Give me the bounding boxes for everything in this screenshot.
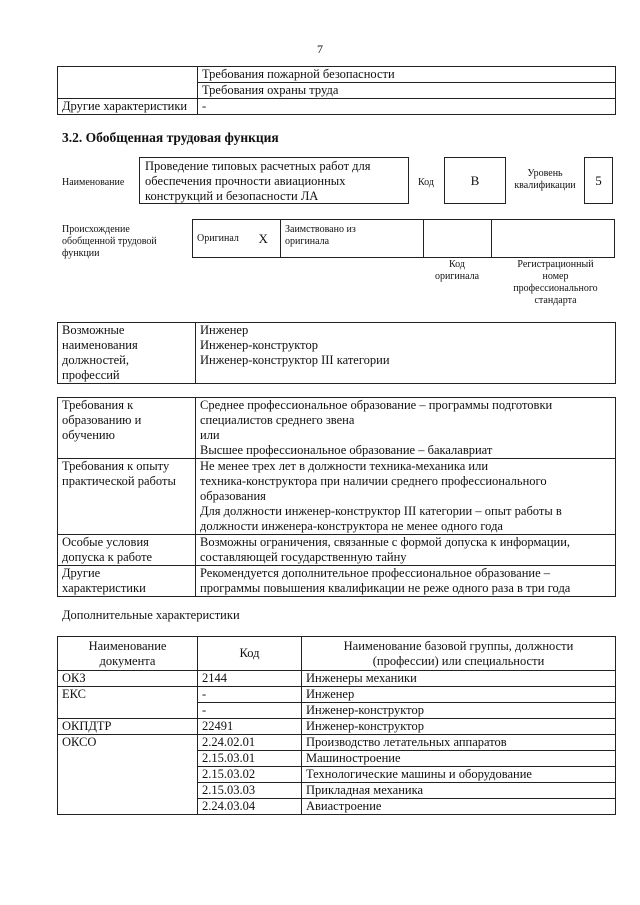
top-row-label bbox=[58, 67, 198, 99]
req-value-line: Не менее трех лет в должности техника-механика или bbox=[200, 459, 489, 473]
name-cell: Инженер-конструктор bbox=[302, 719, 616, 735]
req-label-line: обучению bbox=[62, 428, 115, 442]
borrowed-label-line: Заимствовано из bbox=[285, 224, 356, 235]
origin-label-line: Происхождение bbox=[62, 224, 130, 235]
code-label: Код bbox=[418, 177, 434, 188]
name-cell: Инженер-конструктор bbox=[302, 703, 616, 719]
code-cell: 2144 bbox=[198, 671, 302, 687]
position-item: Инженер-конструктор III категории bbox=[200, 353, 390, 367]
header-line: Код bbox=[239, 646, 260, 660]
origin-table bbox=[192, 219, 615, 258]
requirement-label bbox=[58, 535, 196, 566]
positions-values bbox=[196, 323, 616, 384]
requirement-value bbox=[196, 566, 616, 597]
header-code bbox=[198, 637, 302, 671]
doc-cell: ОКСО bbox=[58, 735, 198, 815]
table-row bbox=[58, 535, 616, 566]
table-row bbox=[58, 99, 616, 115]
doc-cell: ЕКС bbox=[58, 687, 198, 719]
top-row-value: Требования охраны труда bbox=[198, 83, 616, 99]
table-row bbox=[58, 323, 616, 384]
req-value-line: Высшее профессиональное образование – бакалавриат bbox=[200, 443, 493, 457]
header-document bbox=[58, 637, 198, 671]
function-name-box bbox=[139, 157, 409, 204]
requirement-value bbox=[196, 459, 616, 535]
code-value: B bbox=[470, 173, 480, 188]
positions-label-line: должностей, bbox=[62, 353, 129, 367]
req-value-line: или bbox=[200, 428, 220, 442]
req-label-line: Требования к bbox=[62, 398, 134, 412]
header-line: (профессии) или специальности bbox=[372, 653, 545, 668]
name-cell: Инженеры механики bbox=[302, 671, 616, 687]
req-value-line: составляющей государственную тайну bbox=[200, 550, 407, 564]
requirement-value bbox=[196, 398, 616, 459]
doc-cell: ОКЗ bbox=[58, 671, 198, 687]
name-cell: Машиностроение bbox=[302, 751, 616, 767]
borrowed-label-line: оригинала bbox=[285, 236, 330, 247]
req-value-line: программы повышения квалификации не реже одного раза в три года bbox=[200, 581, 571, 595]
req-value-line: образования bbox=[200, 489, 266, 503]
position-item: Инженер-конструктор bbox=[200, 338, 318, 352]
table-row bbox=[193, 220, 615, 258]
function-name-line: Проведение типовых расчетных работ для bbox=[145, 159, 371, 173]
requirement-label bbox=[58, 459, 196, 535]
code-cell: - bbox=[198, 687, 302, 703]
original-mark: X bbox=[255, 220, 281, 258]
code-original-cell bbox=[424, 220, 492, 258]
section-title: 3.2. Обобщенная трудовая функция bbox=[62, 130, 279, 145]
header-group-name bbox=[302, 637, 616, 671]
header-line: Наименование bbox=[88, 638, 167, 653]
code-cell: - bbox=[198, 703, 302, 719]
borrowed-label bbox=[281, 220, 424, 258]
requirement-label bbox=[58, 566, 196, 597]
code-cell: 2.24.03.04 bbox=[198, 799, 302, 815]
caption-line: профессионального bbox=[513, 283, 598, 294]
requirements-table bbox=[57, 397, 616, 597]
top-row-value: - bbox=[198, 99, 616, 115]
name-cell: Прикладная механика bbox=[302, 783, 616, 799]
positions-table bbox=[57, 322, 616, 384]
code-original-caption bbox=[423, 259, 491, 283]
req-label-line: Требования к опыту bbox=[62, 459, 170, 473]
req-label-line: Особые условия bbox=[62, 535, 149, 549]
code-value-box bbox=[444, 157, 506, 204]
positions-label-line: Возможные bbox=[62, 323, 125, 337]
top-row-label: Другие характеристики bbox=[58, 99, 198, 115]
code-cell: 2.24.02.01 bbox=[198, 735, 302, 751]
requirement-value bbox=[196, 535, 616, 566]
table-header-row bbox=[58, 637, 616, 671]
caption-line: Регистрационный bbox=[517, 259, 594, 270]
req-value-line: Среднее профессиональное образование – программы подготовки bbox=[200, 398, 553, 412]
req-value-line: техника-конструктора при наличии среднего профессионального bbox=[200, 474, 547, 488]
positions-label bbox=[58, 323, 196, 384]
name-cell: Технологические машины и оборудование bbox=[302, 767, 616, 783]
table-row bbox=[58, 735, 616, 751]
req-value-line: должности инженера-конструктора не менее одного года bbox=[200, 519, 503, 533]
table-row bbox=[58, 67, 616, 83]
req-label-line: допуска к работе bbox=[62, 550, 153, 564]
level-value-box bbox=[584, 157, 613, 204]
req-label-line: образованию и bbox=[62, 413, 142, 427]
requirement-label bbox=[58, 398, 196, 459]
origin-label bbox=[62, 224, 157, 260]
position-item: Инженер bbox=[200, 323, 249, 337]
caption-line: номер bbox=[542, 271, 569, 282]
level-value: 5 bbox=[595, 173, 602, 188]
name-cell: Авиастроение bbox=[302, 799, 616, 815]
header-line: Наименование базовой группы, должности bbox=[343, 638, 574, 653]
level-label-line: Уровень bbox=[527, 168, 563, 179]
table-row bbox=[58, 671, 616, 687]
additional-title: Дополнительные характеристики bbox=[62, 608, 240, 622]
caption-line: Код bbox=[449, 259, 465, 270]
table-row bbox=[58, 719, 616, 735]
origin-label-line: функции bbox=[62, 248, 100, 259]
doc-cell: ОКПДТР bbox=[58, 719, 198, 735]
code-cell: 2.15.03.01 bbox=[198, 751, 302, 767]
table-row bbox=[58, 459, 616, 535]
function-name-line: обеспечения прочности авиационных bbox=[145, 174, 346, 188]
req-value-line: Рекомендуется дополнительное профессиональное образование – bbox=[200, 566, 551, 580]
positions-label-line: наименования bbox=[62, 338, 138, 352]
function-name-line: конструкций и безопасности ЛА bbox=[145, 189, 319, 203]
name-cell: Производство летательных аппаратов bbox=[302, 735, 616, 751]
level-label bbox=[508, 168, 582, 192]
table-row bbox=[58, 687, 616, 703]
origin-label-line: обобщенной трудовой bbox=[62, 236, 157, 247]
header-line: документа bbox=[99, 653, 156, 668]
req-value-line: специалистов среднего звена bbox=[200, 413, 355, 427]
name-cell: Инженер bbox=[302, 687, 616, 703]
req-label-line: Другие bbox=[62, 566, 101, 580]
page-number: 7 bbox=[317, 42, 323, 56]
positions-label-line: профессий bbox=[62, 368, 120, 382]
reg-number-caption bbox=[494, 259, 617, 307]
req-label-line: характеристики bbox=[62, 581, 146, 595]
name-label: Наименование bbox=[62, 177, 125, 188]
code-cell: 2.15.03.03 bbox=[198, 783, 302, 799]
caption-line: оригинала bbox=[434, 271, 480, 282]
additional-table bbox=[57, 636, 616, 815]
req-label-line: практической работы bbox=[62, 474, 176, 488]
req-value-line: Возможны ограничения, связанные с формой допуска к информации, bbox=[200, 535, 571, 549]
table-row bbox=[58, 398, 616, 459]
code-cell: 2.15.03.02 bbox=[198, 767, 302, 783]
code-cell: 22491 bbox=[198, 719, 302, 735]
req-value-line: Для должности инженер-конструктор III категории – опыт работы в bbox=[200, 504, 562, 518]
level-label-line: квалификации bbox=[514, 180, 576, 191]
table-row bbox=[58, 566, 616, 597]
reg-number-cell bbox=[492, 220, 615, 258]
caption-line: стандарта bbox=[534, 295, 577, 306]
original-label: Оригинал bbox=[193, 220, 255, 258]
top-table bbox=[57, 66, 616, 115]
top-row-value: Требования пожарной безопасности bbox=[198, 67, 616, 83]
